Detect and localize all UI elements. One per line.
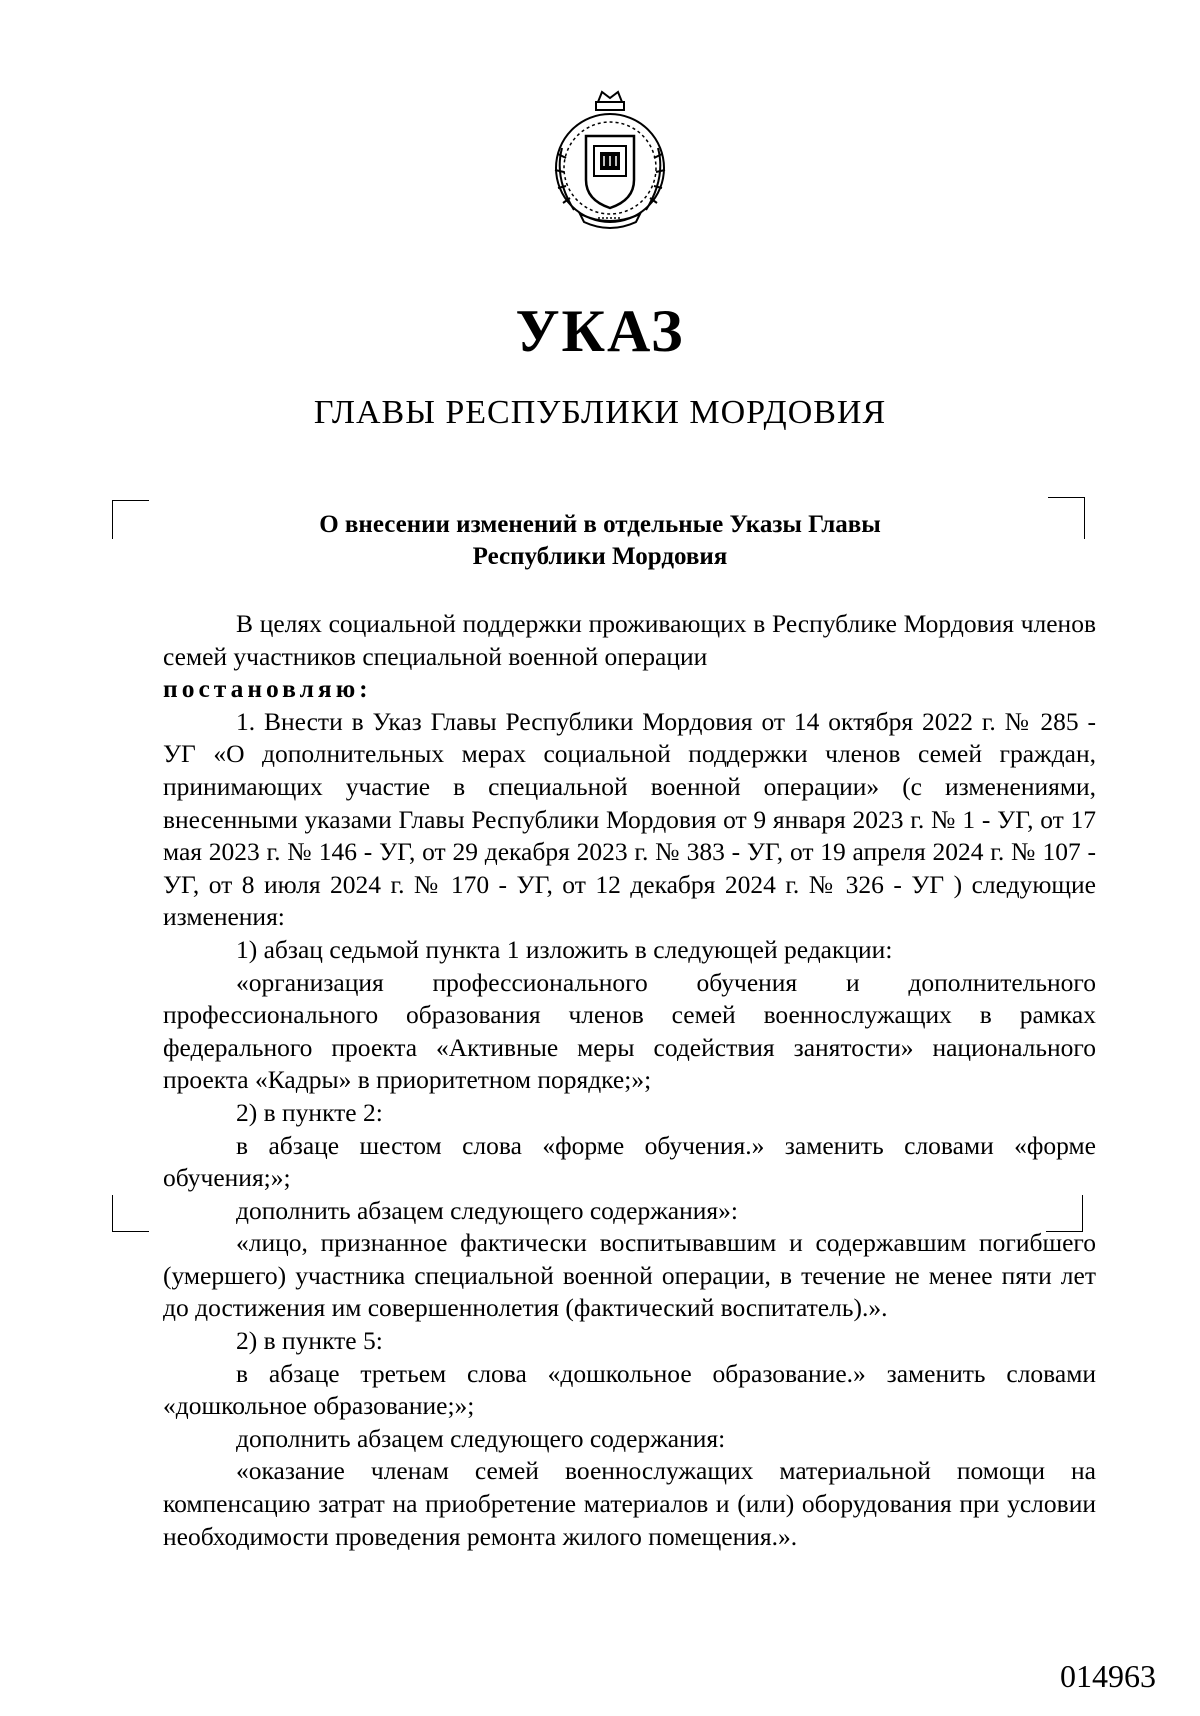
intro-text: В целях социальной поддержки проживающих в Республике Мордовия членов семей участников специальной военной операции bbox=[163, 609, 1096, 671]
decree-heading bbox=[200, 509, 1000, 573]
paragraph-7: «лицо, признанное фактически воспитывавшим и содержавшим погибшего (умершего) участника специальной военной операции, в течение не менее пяти лет до достижения им совершеннолетия (фактический воспитатель).». bbox=[163, 1228, 1096, 1323]
paragraph-10: дополнить абзацем следующего содержания: bbox=[236, 1423, 726, 1453]
paragraph-2: 1) абзац седьмой пункта 1 изложить в следующей редакции: bbox=[236, 934, 893, 964]
paragraph-1: 1. Внести в Указ Главы Республики Мордовия от 14 октября 2022 г. № 285 - УГ «О дополнительных мерах социальной поддержки членов семей граждан, принимающих участие в специальной военной операции» (с изменениями, внесенными указами Главы Республики Мордовия от 9 января 2023 г. № 1 - УГ, от 17 мая 2023 г. № 146 - УГ, от 29 декабря 2023 г. № 383 - УГ, от 19 апреля 2024 г. № 107 - УГ, от 8 июля 2024 г. № 170 - УГ, от 12 декабря 2024 г. № 326 - УГ ) следующие изменения: bbox=[163, 706, 1096, 932]
paragraph-3: «организация профессионального обучения и дополнительного профессионального образования членов семей военнослужащих в рамках федерального проекта «Активные меры содействия занятости» национального проекта «Кадры» в приоритетном порядке;»; bbox=[163, 967, 1096, 1095]
corner-mark-bottom-left bbox=[112, 1195, 149, 1232]
heading-line-1: О внесении изменений в отдельные Указы Главы bbox=[319, 511, 881, 538]
paragraph-9: в абзаце третьем слова «дошкольное образование.» заменить словами «дошкольное образование;»; bbox=[163, 1358, 1096, 1421]
document-subtitle: ГЛАВЫ РЕСПУБЛИКИ МОРДОВИЯ bbox=[313, 394, 887, 431]
document-title: УКАЗ bbox=[515, 298, 685, 364]
heading-line-2: Республики Мордовия bbox=[472, 543, 728, 570]
coat-of-arms-emblem bbox=[540, 88, 680, 238]
paragraph-4: 2) в пункте 2: bbox=[236, 1097, 383, 1127]
corner-mark-top-right bbox=[1048, 497, 1085, 539]
paragraph-11: «оказание членам семей военнослужащих материальной помощи на компенсацию затрат на приобретение материалов и (или) оборудования при условии необходимости проведения ремонта жилого помещения.». bbox=[163, 1456, 1096, 1551]
document-number: 014963 bbox=[1060, 1658, 1156, 1694]
paragraph-5: в абзаце шестом слова «форме обучения.» заменить словами «форме обучения;»; bbox=[163, 1130, 1096, 1193]
paragraph-intro bbox=[163, 608, 1096, 706]
corner-mark-top-left bbox=[112, 500, 149, 539]
decree-word: постановляю: bbox=[163, 674, 372, 704]
paragraph-6: дополнить абзацем следующего содержания»: bbox=[236, 1195, 738, 1225]
paragraph-8: 2) в пункте 5: bbox=[236, 1326, 383, 1356]
decree-body bbox=[163, 608, 1096, 1553]
